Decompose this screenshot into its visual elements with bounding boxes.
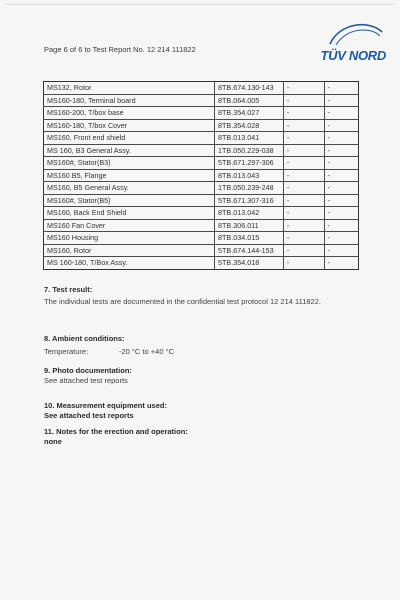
dash-cell: -	[324, 82, 358, 95]
dash-cell: -	[324, 94, 358, 107]
equipment-text: See attached test reports	[44, 411, 134, 420]
table-row	[44, 132, 359, 145]
dash-cell: -	[324, 232, 358, 245]
dash-cell: -	[324, 157, 358, 170]
part-number-cell: 5TB.671.307-316	[215, 194, 284, 207]
part-number-cell: 8TB.354.027	[215, 107, 284, 120]
page-header: Page 6 of 6 to Test Report No. 12 214 111822	[44, 45, 196, 54]
dash-cell: -	[283, 107, 324, 120]
parts-table-body	[44, 82, 359, 270]
dash-cell: -	[283, 207, 324, 220]
part-number-cell: 8TB.013.042	[215, 207, 284, 220]
dash-cell: -	[324, 244, 358, 257]
logo-arc-icon	[326, 18, 384, 48]
table-row	[44, 244, 359, 257]
table-row	[44, 144, 359, 157]
part-name-cell: MS160-180, T/box Cover	[44, 119, 215, 132]
dash-cell: -	[283, 169, 324, 182]
dash-cell: -	[324, 132, 358, 145]
dash-cell: -	[283, 82, 324, 95]
table-row	[44, 219, 359, 232]
part-number-cell: 5TB.674.144-153	[215, 244, 284, 257]
notes-heading: 11. Notes for the erection and operation:	[44, 427, 188, 436]
dash-cell: -	[283, 157, 324, 170]
table-row	[44, 257, 359, 270]
logo-text: TÜV NORD	[320, 48, 386, 63]
part-name-cell: MS 160-180, T/Box Assy.	[44, 257, 215, 270]
top-rule	[6, 4, 394, 5]
dash-cell: -	[283, 232, 324, 245]
part-name-cell: MS 160, B3 General Assy.	[44, 144, 215, 157]
part-name-cell: MS160#, Stator(B3)	[44, 157, 215, 170]
notes-text: none	[44, 437, 62, 446]
photo-text: See attached test reports	[44, 376, 128, 385]
temperature-label: Temperature:	[44, 347, 89, 356]
dash-cell: -	[324, 107, 358, 120]
part-name-cell: MS160, Back End Shield	[44, 207, 215, 220]
part-name-cell: MS160-200, T/box base	[44, 107, 215, 120]
part-name-cell: MS132, Rotor	[44, 82, 215, 95]
dash-cell: -	[324, 169, 358, 182]
part-name-cell: MS160 Housing	[44, 232, 215, 245]
dash-cell: -	[283, 119, 324, 132]
table-row	[44, 107, 359, 120]
part-name-cell: MS160, Rotor	[44, 244, 215, 257]
ambient-heading: 8. Ambient conditions:	[44, 334, 125, 343]
part-number-cell: 8TB.034.015	[215, 232, 284, 245]
dash-cell: -	[324, 182, 358, 195]
equipment-heading: 10. Measurement equipment used:	[44, 401, 167, 410]
dash-cell: -	[283, 194, 324, 207]
part-number-cell: 5TB.354.018	[215, 257, 284, 270]
part-number-cell: 8TB.013.041	[215, 132, 284, 145]
dash-cell: -	[324, 144, 358, 157]
part-number-cell: 1TB.050.229-038	[215, 144, 284, 157]
dash-cell: -	[283, 182, 324, 195]
table-row	[44, 194, 359, 207]
part-number-cell: 8TB.064.005	[215, 94, 284, 107]
table-row	[44, 207, 359, 220]
dash-cell: -	[324, 219, 358, 232]
dash-cell: -	[324, 194, 358, 207]
table-row	[44, 182, 359, 195]
dash-cell: -	[283, 132, 324, 145]
dash-cell: -	[324, 119, 358, 132]
dash-cell: -	[283, 257, 324, 270]
part-name-cell: MS160#, Stator(B5)	[44, 194, 215, 207]
part-name-cell: MS160 Fan Cover	[44, 219, 215, 232]
part-name-cell: MS160, B5 General Assy.	[44, 182, 215, 195]
table-row	[44, 157, 359, 170]
table-row	[44, 169, 359, 182]
part-name-cell: MS160-180, Terminal board	[44, 94, 215, 107]
temperature-row	[44, 347, 174, 356]
dash-cell: -	[283, 219, 324, 232]
temperature-value: -20 °C to +40 °C	[119, 347, 174, 356]
part-number-cell: 8TB.354.028	[215, 119, 284, 132]
tuv-nord-logo	[316, 18, 386, 63]
part-name-cell: MS160 B5, Flange	[44, 169, 215, 182]
part-number-cell: 8TB.674.130-143	[215, 82, 284, 95]
dash-cell: -	[283, 244, 324, 257]
table-row	[44, 94, 359, 107]
part-name-cell: MS160, Front end shield	[44, 132, 215, 145]
table-row	[44, 82, 359, 95]
part-number-cell: 1TB.050.239-248	[215, 182, 284, 195]
dash-cell: -	[324, 207, 358, 220]
test-result-heading: 7. Test result:	[44, 285, 93, 294]
table-row	[44, 232, 359, 245]
parts-table	[43, 81, 359, 270]
part-number-cell: 8TB.306.011	[215, 219, 284, 232]
test-result-text: The individual tests are documented in the confidential test protocol 12 214 111822.	[44, 297, 321, 306]
dash-cell: -	[324, 257, 358, 270]
dash-cell: -	[283, 144, 324, 157]
photo-heading: 9. Photo documentation:	[44, 366, 132, 375]
dash-cell: -	[283, 94, 324, 107]
part-number-cell: 8TB.013.043	[215, 169, 284, 182]
part-number-cell: 5TB.671.297-306	[215, 157, 284, 170]
table-row	[44, 119, 359, 132]
